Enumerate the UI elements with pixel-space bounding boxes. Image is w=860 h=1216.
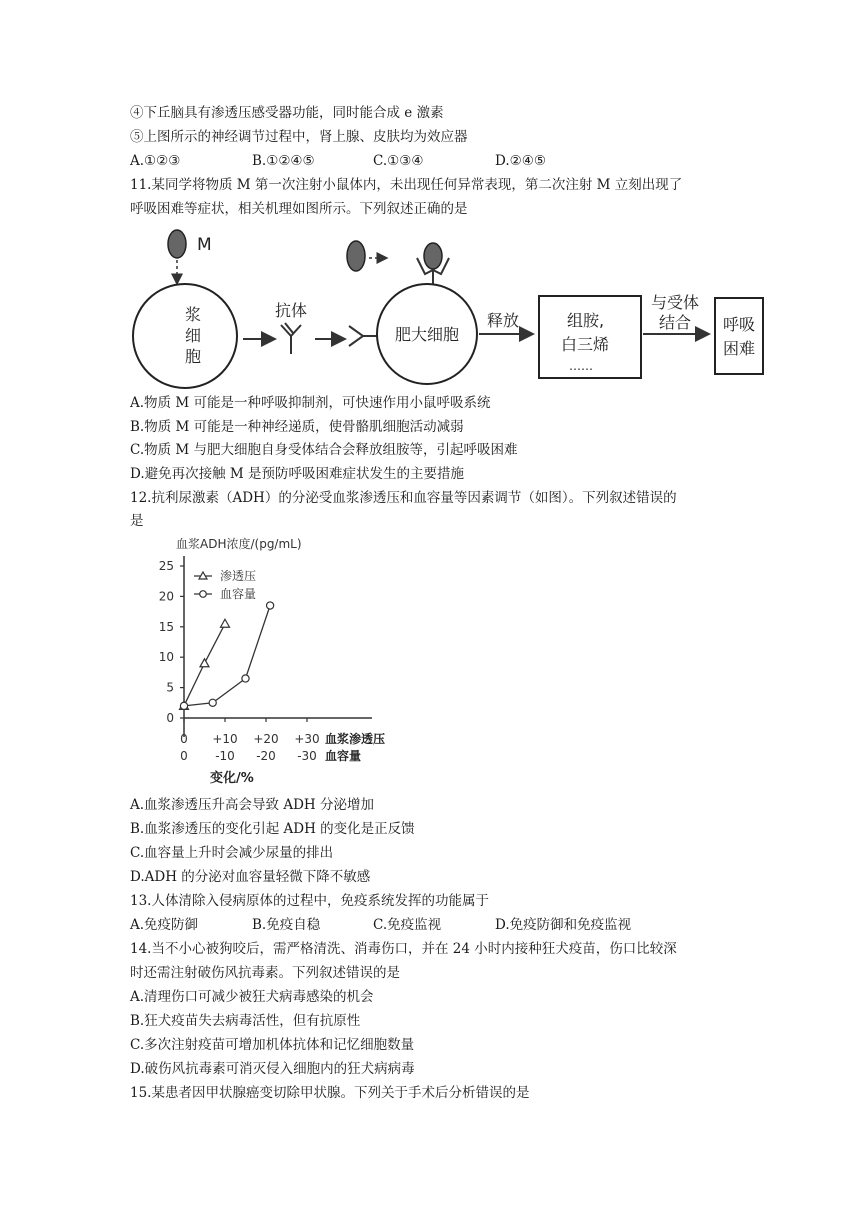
chart-xlabel: 变化/%	[210, 771, 254, 786]
q14-option-a: A.清理伤口可减少被狂犬病毒感染的机会	[130, 989, 374, 1005]
q14-option-c: C.多次注射疫苗可增加机体抗体和记忆细胞数量	[130, 1037, 415, 1053]
x-tick-label: +30	[294, 732, 320, 746]
q11-stem-line1: 11.某同学将物质 M 第一次注射小鼠体内，未出现任何异常表现，第二次注射 M 立刻出现了	[130, 177, 683, 193]
q15-stem: 15.某患者因甲状腺癌变切除甲状腺。下列关于手术后分析错误的是	[130, 1085, 530, 1101]
chart-legend	[194, 569, 256, 601]
x-tick-label: 0	[180, 749, 188, 763]
bound-antigen-icon	[424, 243, 442, 269]
release-label: 释放	[487, 311, 520, 330]
data-point-triangle	[200, 659, 209, 667]
data-point-triangle	[221, 619, 230, 627]
q10-option-c: C.①③④	[373, 153, 424, 169]
q11-mechanism-diagram	[125, 222, 765, 394]
q13-option-d: D.免疫防御和免疫监视	[495, 917, 632, 933]
bind-receptor-label-1: 与受体	[651, 293, 700, 312]
data-point-circle	[209, 699, 216, 706]
q12-option-a: A.血浆渗透压升高会导致 ADH 分泌增加	[130, 797, 374, 813]
x-tick-label: -20	[256, 749, 276, 763]
antigen-m-icon	[168, 230, 186, 258]
q11-option-d: D.避免再次接触 M 是预防呼吸困难症状发生的主要措施	[130, 466, 465, 482]
q11-option-b: B.物质 M 可能是一种神经递质，使骨骼肌细胞活动减弱	[130, 419, 464, 435]
x-tick-label: -10	[215, 749, 235, 763]
y-tick-label: 0	[166, 711, 174, 725]
q14-stem-line1: 14.当不小心被狗咬后，需严格清洗、消毒伤口，并在 24 小时内接种狂犬疫苗，伤口比较深	[130, 941, 677, 957]
plasma-cell-char-2: 细	[184, 326, 202, 345]
statement-4: ④下丘脑具有渗透压感受器功能，同时能合成 e 激素	[130, 105, 444, 121]
dyspnea-label-1: 呼吸	[722, 315, 756, 334]
legend-volume: 血容量	[220, 587, 257, 601]
q13-option-a: A.免疫防御	[130, 917, 199, 933]
ellipsis-label: ……	[569, 359, 593, 373]
bound-antibody-left-icon	[349, 326, 377, 346]
data-point-circle	[267, 602, 274, 609]
q12-stem-line1: 12.抗利尿激素（ADH）的分泌受血浆渗透压和血容量等因素调节（如图）。下列叙述错误的	[130, 490, 677, 506]
y-tick-label: 25	[158, 559, 174, 573]
q14-stem-line2: 时还需注射破伤风抗毒素。下列叙述错误的是	[130, 965, 400, 981]
y-tick-label: 20	[158, 589, 174, 604]
data-point-circle	[180, 702, 187, 709]
mast-cell-label: 肥大细胞	[394, 325, 460, 344]
legend-circle-icon	[200, 591, 207, 598]
q11-option-a: A.物质 M 可能是一种呼吸抑制剂，可快速作用小鼠呼吸系统	[130, 395, 491, 411]
q13-option-c: C.免疫监视	[373, 917, 442, 933]
q12-option-d: D.ADH 的分泌对血容量轻微下降不敏感	[130, 869, 371, 885]
data-point-circle	[242, 675, 249, 682]
y-tick-label: 15	[158, 619, 174, 634]
antigen-m-second-icon	[347, 241, 365, 271]
x-tick-label: +10	[212, 732, 238, 746]
leukotriene-label: 白三烯	[561, 335, 610, 354]
x-tick-label: -30	[297, 749, 317, 763]
q10-option-d: D.②④⑤	[495, 153, 546, 169]
x-tick-label: +20	[253, 732, 279, 746]
y-tick-label: 5	[166, 680, 174, 695]
q11-stem-line2: 呼吸困难等症状，相关机理如图所示。下列叙述正确的是	[130, 201, 468, 217]
q14-option-d: D.破伤风抗毒素可消灭侵入细胞内的狂犬病病毒	[130, 1061, 415, 1077]
legend-osmotic: 渗透压	[220, 569, 257, 583]
q10-option-a: A.①②③	[130, 153, 181, 169]
y-tick-label: 10	[158, 650, 174, 665]
antibody-label: 抗体	[275, 301, 308, 320]
dyspnea-box	[715, 298, 763, 374]
q13-option-b: B.免疫自稳	[252, 917, 321, 933]
statement-5: ⑤上图所示的神经调节过程中，肾上腺、皮肤均为效应器	[130, 129, 468, 145]
antibody-icon	[281, 323, 301, 354]
x-tick-label: 0	[180, 732, 188, 746]
series-line-1	[184, 606, 270, 706]
m-label: M	[197, 235, 212, 255]
adh-chart	[140, 532, 470, 794]
q10-option-b: B.①②④⑤	[252, 153, 315, 169]
chart-ylabel: 血浆ADH浓度/(pg/mL)	[176, 537, 302, 551]
q12-option-c: C.血容量上升时会减少尿量的排出	[130, 845, 334, 861]
q12-option-b: B.血浆渗透压的变化引起 ADH 的变化是正反馈	[130, 821, 415, 837]
dyspnea-label-2: 困难	[722, 339, 756, 358]
plasma-cell-char-1: 浆	[184, 305, 202, 324]
q12-stem-line2: 是	[130, 513, 144, 529]
q11-option-c: C.物质 M 与肥大细胞自身受体结合会释放组胺等，引起呼吸困难	[130, 442, 518, 458]
bind-receptor-label-2: 结合	[659, 313, 692, 332]
x-axis-row-name: 血浆渗透压	[325, 732, 386, 746]
plasma-cell-char-3: 胞	[184, 347, 202, 366]
q14-option-b: B.狂犬疫苗失去病毒活性，但有抗原性	[130, 1013, 361, 1029]
x-axis-row-name: 血容量	[325, 749, 362, 763]
q13-stem: 13.人体清除入侵病原体的过程中，免疫系统发挥的功能属于	[130, 893, 489, 909]
histamine-label: 组胺,	[567, 311, 605, 330]
